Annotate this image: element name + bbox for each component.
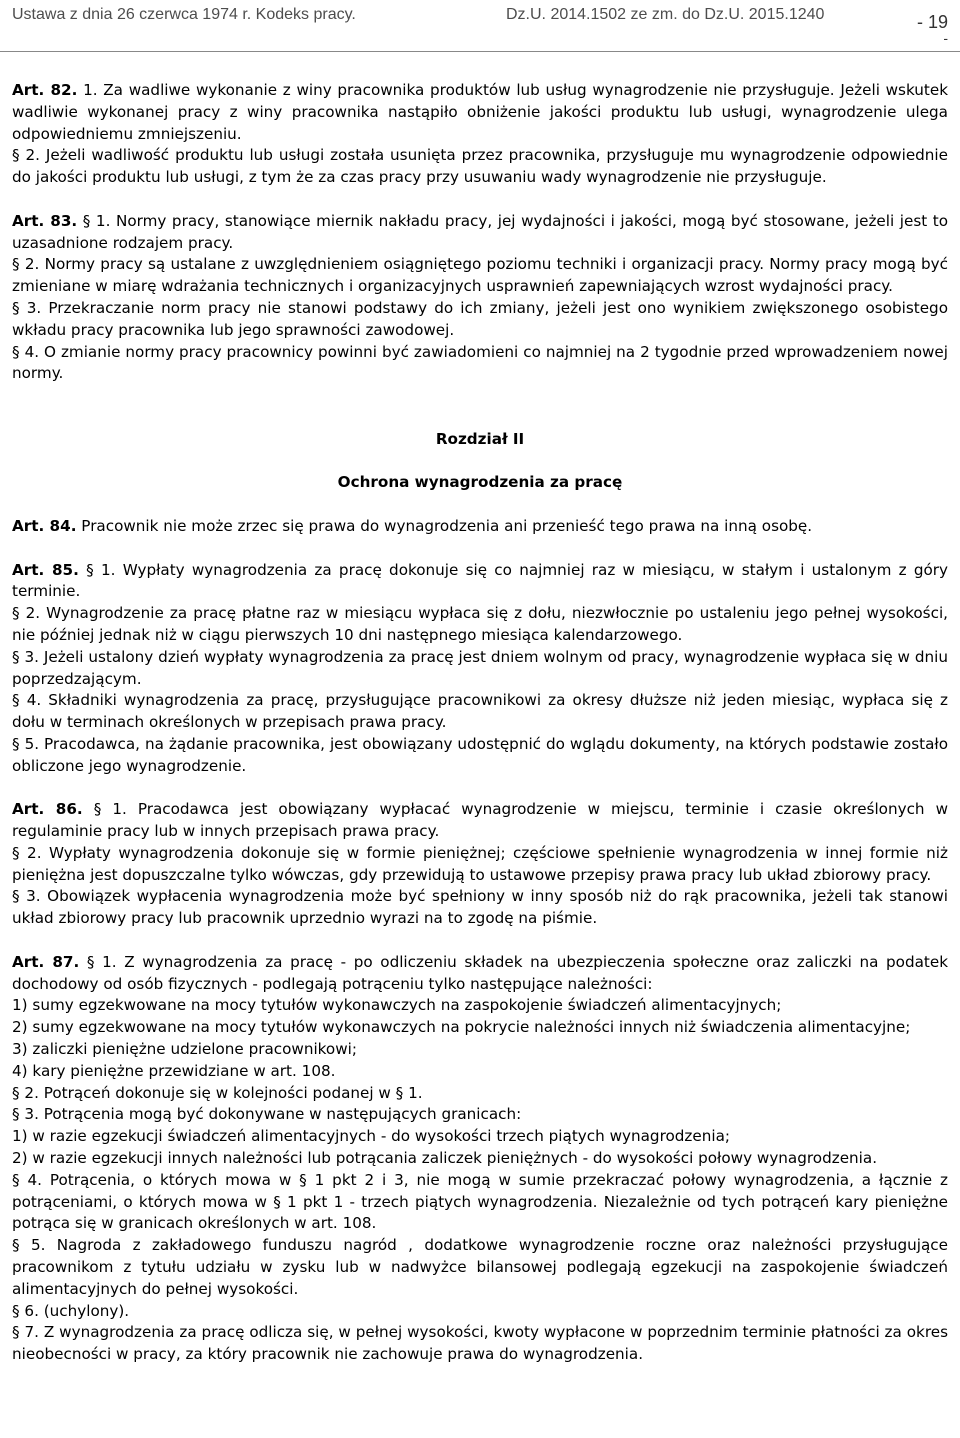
art87-p4: § 4. Potrącenia, o których mowa w § 1 pkt 2 i 3, nie mogą w sumie przekraczać połowy wynagrodzenia, a łącznie z potrąceniami, o których mowa w § 1 pkt 1 - trzech piątych wynagrodzenia. Niezależnie od tych potrąceń kary pieniężne potrąca się w granicach określonych w art. 108. [12,1170,948,1233]
art85-p1: Art. 85. § 1. Wypłaty wynagrodzenia za pracę dokonuje się co najmniej raz w miesiącu, w stałym i ustalonym z góry terminie. [12,560,949,601]
chapter-title: Rozdział II [435,429,525,448]
art83-p2: § 2. Normy pracy są ustalane z uwzględnieniem osiągniętego poziomu techniki i organizacji pracy. Normy pracy mogą być zmieniane w miarę wdrażania technicznych i organizacyjnych usprawnień zapewniających wzrost wydajności pracy. [12,255,948,296]
art87-p6: § 6. (uchylony). [12,1301,130,1320]
article-number: Art. 82. [12,81,78,99]
art84-p1: Art. 84. Pracownik nie może zrzec się prawa do wynagrodzenia ani przenieść tego prawa na inną osobę. [12,516,813,535]
art82-p2: § 2. Jeżeli wadliwość produktu lub usługi została usunięta przez pracownika, przysługuje mu wynagrodzenie odpowiednie do jakości produktu lub usługi, z tym że za czas pracy przy usuwaniu wady wynagrodzenie nie przysługuje. [12,146,948,187]
header-act-title: Ustawa z dnia 26 czerwca 1974 r. Kodeks pracy. [12,6,356,23]
document-body [12,80,948,1366]
header-divider [0,51,960,52]
art86-p1: Art. 86. § 1. Pracodawca jest obowiązany wypłacać wynagrodzenie w miejscu, terminie i czasie określonych w regulaminie pracy lub w innych przepisach prawa pracy. [12,800,949,841]
art87-p3: § 3. Potrącenia mogą być dokonywane w następujących granicach: [12,1105,522,1124]
art85-p5: § 5. Pracodawca, na żądanie pracownika, jest obowiązany udostępnić do wglądu dokumenty, na których podstawie zostało obliczone jego wynagrodzenie. [12,734,948,775]
art87-list-item: 4) kary pieniężne przewidziane w art. 108. [12,1061,336,1080]
page-number: - 19 [916,12,948,32]
art85-p4: § 4. Składniki wynagrodzenia za pracę, przysługujące pracownikowi za okresy dłuższe niż jeden miesiąc, wypłaca się z dołu w terminach określonych w przepisach prawa pracy. [12,691,948,732]
article-number: Art. 84. [12,516,77,535]
art83-p4: § 4. O zmianie normy pracy pracownicy powinni być zawiadomieni co najmniej na 2 tygodnie przed wprowadzeniem nowej normy. [12,342,948,383]
art87-list-item: 1) w razie egzekucji świadczeń alimentacyjnych - do wysokości trzech piątych wynagrodzenia; [12,1127,730,1146]
art85-p3: § 3. Jeżeli ustalony dzień wypłaty wynagrodzenia za pracę jest dniem wolnym od pracy, wynagrodzenie wypłaca się w dniu poprzedzającym. [12,647,948,688]
art82-p1: Art. 82. 1. Za wadliwe wykonanie z winy pracownika produktów lub usług wynagrodzenie nie przysługuje. Jeżeli wskutek wadliwie wykonanej pracy z winy pracownika nastąpiło obniżenie jakości produktu lub usługi, wynagrodzenie ulega odpowiedniemu zmniejszeniu. [12,81,949,143]
chapter-subtitle: Ochrona wynagrodzenia za pracę [337,473,623,492]
art86-p3: § 3. Obowiązek wypłacenia wynagrodzenia może być spełniony w inny sposób niż do rąk pracownika, jeżeli tak stanowi układ zbiorowy pracy lub pracownik uprzednio wyrazi na to zgodę na piśmie. [12,887,948,928]
header-journal-ref: Dz.U. 2014.1502 ze zm. do Dz.U. 2015.1240 [506,6,825,23]
art87-p7: § 7. Z wynagrodzenia za pracę odlicza się, w pełnej wysokości, kwoty wypłacone w poprzednim terminie płatności za okres nieobecności w pracy, za który pracownik nie zachowuje prawa do wynagrodzenia. [12,1323,948,1364]
article-number: Art. 83. [12,211,78,230]
art86-p2: § 2. Wypłaty wynagrodzenia dokonuje się w formie pieniężnej; częściowe spełnienie wynagrodzenia w innej formie niż pieniężna jest dopuszczalne tylko wówczas, gdy przewidują to ustawowe przepisy prawa pracy lub układ zbiorowy pracy. [12,843,948,884]
art85-p2: § 2. Wynagrodzenie za pracę płatne raz w miesiącu wypłaca się z dołu, niezwłocznie po ustaleniu jego pełnej wysokości, nie później jednak niż w ciągu pierwszych 10 dni następnego miesiąca kalendarzowego. [12,604,948,644]
art87-list-item: 2) w razie egzekucji innych należności lub potrącania zaliczek pieniężnych - do wysokości połowy wynagrodzenia. [12,1149,878,1168]
art87-p5: § 5. Nagroda z zakładowego funduszu nagród , dodatkowe wynagrodzenie roczne oraz należności przysługujące pracownikom z tytułu udziału w zysku lub w nadwyżce bilansowej podlegają egzekucji na zaspokojenie świadczeń alimentacyjnych do pełnej wysokości. [12,1236,948,1298]
article-number: Art. 86. [12,800,83,819]
art87-list-item: 1) sumy egzekwowane na mocy tytułów wykonawczych na zaspokojenie świadczeń alimentacyjnych; [12,996,782,1015]
art87-p1: Art. 87. § 1. Z wynagrodzenia za pracę - po odliczeniu składek na ubezpieczenia społeczne oraz zaliczki na podatek dochodowy od osób fizycznych - podlegają potrąceniu tylko następujące należności: [12,952,949,993]
running-header [0,4,960,30]
article-number: Art. 85. [12,560,79,579]
article-number: Art. 87. [12,952,80,971]
art83-p3: § 3. Przekraczanie norm pracy nie stanowi podstawy do ich zmiany, jeżeli jest ono wynikiem zwiększonego osobistego wkładu pracy pracownika lub jego sprawności zawodowej. [12,298,948,339]
art87-list-item: 3) zaliczki pieniężne udzielone pracownikowi; [12,1040,357,1059]
art87-list-item: 2) sumy egzekwowane na mocy tytułów wykonawczych na pokrycie należności innych niż świadczenia alimentacyjne; [12,1018,911,1037]
art87-p2: § 2. Potrąceń dokonuje się w kolejności podanej w § 1. [12,1083,423,1102]
art83-p1: Art. 83. § 1. Normy pracy, stanowiące miernik nakładu pracy, jej wydajności i jakości, mogą być stosowane, jeżeli jest to uzasadnione rodzajem pracy. [12,211,949,252]
page-number-dash: - [943,30,948,46]
